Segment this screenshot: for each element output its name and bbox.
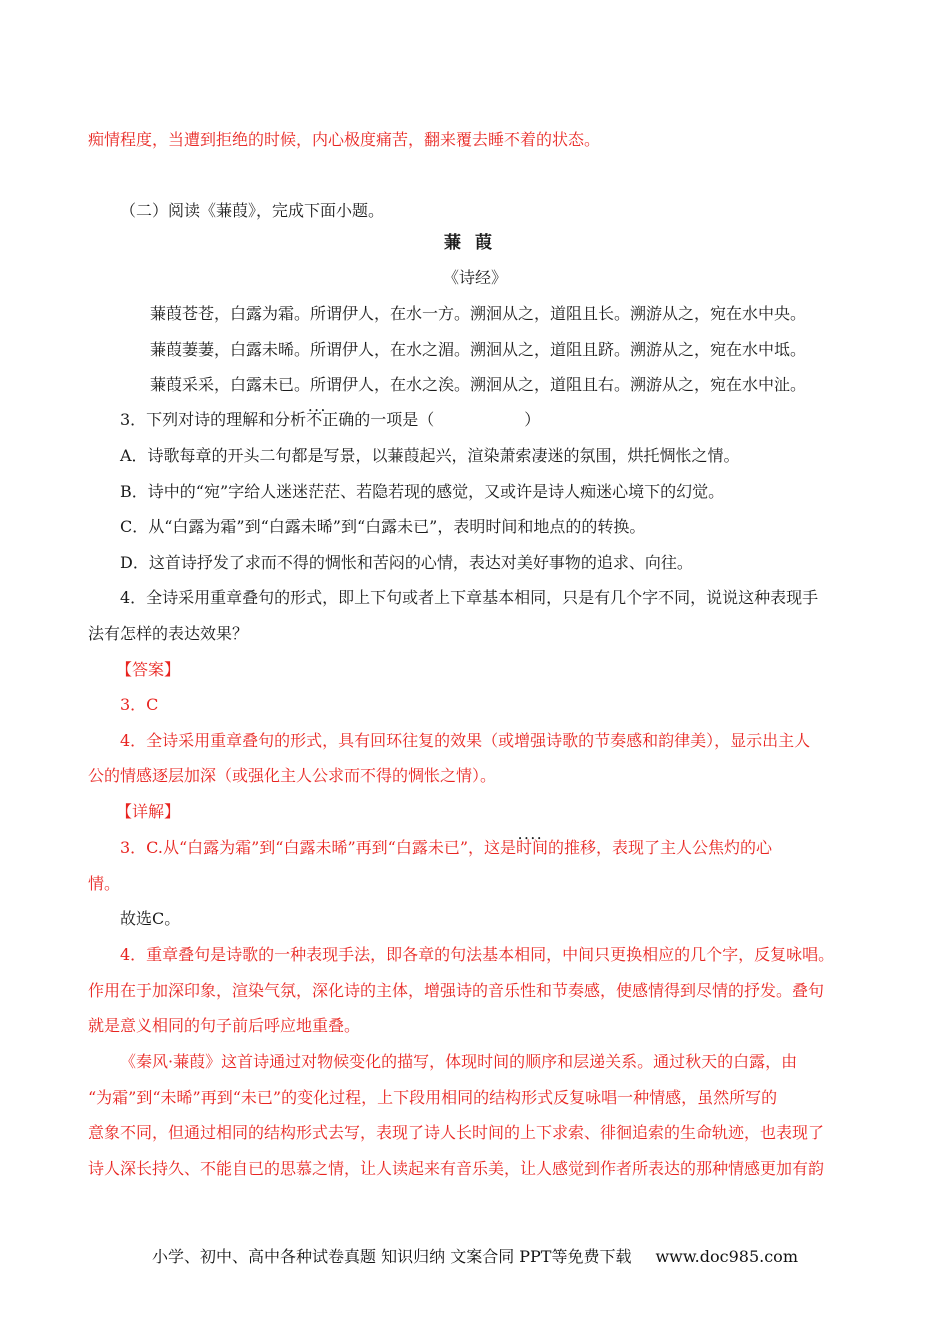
explain-4-line: 4．重章叠句是诗歌的一种表现手法，即各章的句法基本相同，中间只更换相应的几个字，反复咏唱。 bbox=[120, 945, 835, 964]
section-intro: （二）阅读《蒹葭》，完成下面小题。 bbox=[120, 201, 385, 220]
question-3-close: ） bbox=[524, 410, 541, 429]
question-4-line2: 法有怎样的表达效果？ bbox=[88, 624, 249, 643]
page-footer bbox=[0, 1244, 950, 1267]
option-d: D．这首诗抒发了求而不得的惆怅和苦闷的心情，表达对美好事物的追求、向往。 bbox=[120, 553, 693, 572]
question-3-suffix: 的一项是（ bbox=[354, 410, 435, 429]
poem-stanza: 蒹葭萋萋，白露未晞。所谓伊人，在水之湄。溯洄从之，道阻且跻。溯游从之，宛在水中坻。 bbox=[150, 340, 807, 359]
poem-stanza: 蒹葭采采，白露未已。所谓伊人，在水之涘。溯洄从之，道阻且右。溯游从之，宛在水中沚。 bbox=[150, 375, 807, 394]
question-3-emphasis: • • • 不正确 bbox=[306, 410, 354, 429]
explain-3-line1 bbox=[120, 838, 900, 858]
explain-4-line: 作用在于加深印象，渲染气氛，深化诗的主体，增强诗的音乐性和节奏感，使感情得到尽情的抒发。叠句 bbox=[88, 981, 825, 1000]
poem-source: 《诗经》 bbox=[442, 268, 507, 287]
question-4-line1: 4．全诗采用重章叠句的形式，即上下句或者上下章基本相同，只是有几个字不同，说说这种表现手 bbox=[120, 588, 819, 607]
explain-para-line: “为霜”到“未晞”再到“未已”的变化过程，上下段用相同的结构形式反复咏唱一种情感，虽然所写的 bbox=[88, 1088, 778, 1107]
answer-4-line1: 4．全诗采用重章叠句的形式，具有回环往复的效果（或增强诗歌的节奏感和韵律美），显示出主人 bbox=[120, 731, 811, 750]
explain-para-line: 《秦风·蒹葭》这首诗通过对物候变化的描写，体现时间的顺序和层递关系。通过秋天的白露，由 bbox=[120, 1052, 798, 1071]
footer-url-link[interactable]: www.doc985.com bbox=[655, 1247, 798, 1266]
explain-3-conclusion: 故选C。 bbox=[120, 909, 181, 928]
option-b: B．诗中的“宛”字给人迷迷茫茫、若隐若现的感觉，又或许是诗人痴迷心境下的幻觉。 bbox=[120, 482, 725, 501]
explain-para-line: 意象不同，但通过相同的结构形式去写，表现了诗人长时间的上下求索、徘徊追索的生命轨迹，也表现了 bbox=[88, 1123, 825, 1142]
option-a: A．诗歌每章的开头二句都是写景，以蒹葭起兴，渲染萧索凄迷的氛围，烘托惆怅之情。 bbox=[120, 446, 740, 465]
answer-4-line2: 公的情感逐层加深（或强化主人公求而不得的惆怅之情）。 bbox=[88, 766, 497, 785]
poem-title: 蒹葭 bbox=[444, 233, 506, 253]
footer-text: 小学、初中、高中各种试卷真题 知识归纳 文案合同 PPT等免费下载 bbox=[152, 1247, 632, 1266]
explain-para-line: 诗人深长持久、不能自已的思慕之情，让人读起来有音乐美，让人感觉到作者所表达的那种情感更加有韵 bbox=[88, 1159, 825, 1178]
question-3 bbox=[120, 410, 900, 430]
answer-3: 3．C bbox=[120, 695, 159, 714]
explain-3-emphasis: • • • • 时间的推移 bbox=[516, 838, 596, 857]
option-c: C．从“白露为霜”到“白露未晞”到“白露未已”，表明时间和地点的的转换。 bbox=[120, 517, 646, 536]
answer-tail-text: 痴情程度，当遭到拒绝的时候，内心极度痛苦，翻来覆去睡不着的状态。 bbox=[88, 130, 601, 149]
poem-stanza: 蒹葭苍苍，白露为霜。所谓伊人，在水一方。溯洄从之，道阻且长。溯游从之，宛在水中央。 bbox=[150, 304, 807, 323]
explain-3-prefix: 3．C.从“白露为霜”到“白露未晞”再到“白露未已”，这是 bbox=[120, 838, 517, 857]
explain-3-suffix: ，表现了主人公焦灼的心 bbox=[596, 838, 773, 857]
explain-label: 【详解】 bbox=[116, 802, 181, 821]
question-3-prefix: 3．下列对诗的理解和分析 bbox=[120, 410, 307, 429]
answer-label: 【答案】 bbox=[116, 660, 181, 679]
explain-4-line: 就是意义相同的句子前后呼应地重叠。 bbox=[88, 1016, 361, 1035]
explain-3-line2: 情。 bbox=[88, 874, 121, 893]
